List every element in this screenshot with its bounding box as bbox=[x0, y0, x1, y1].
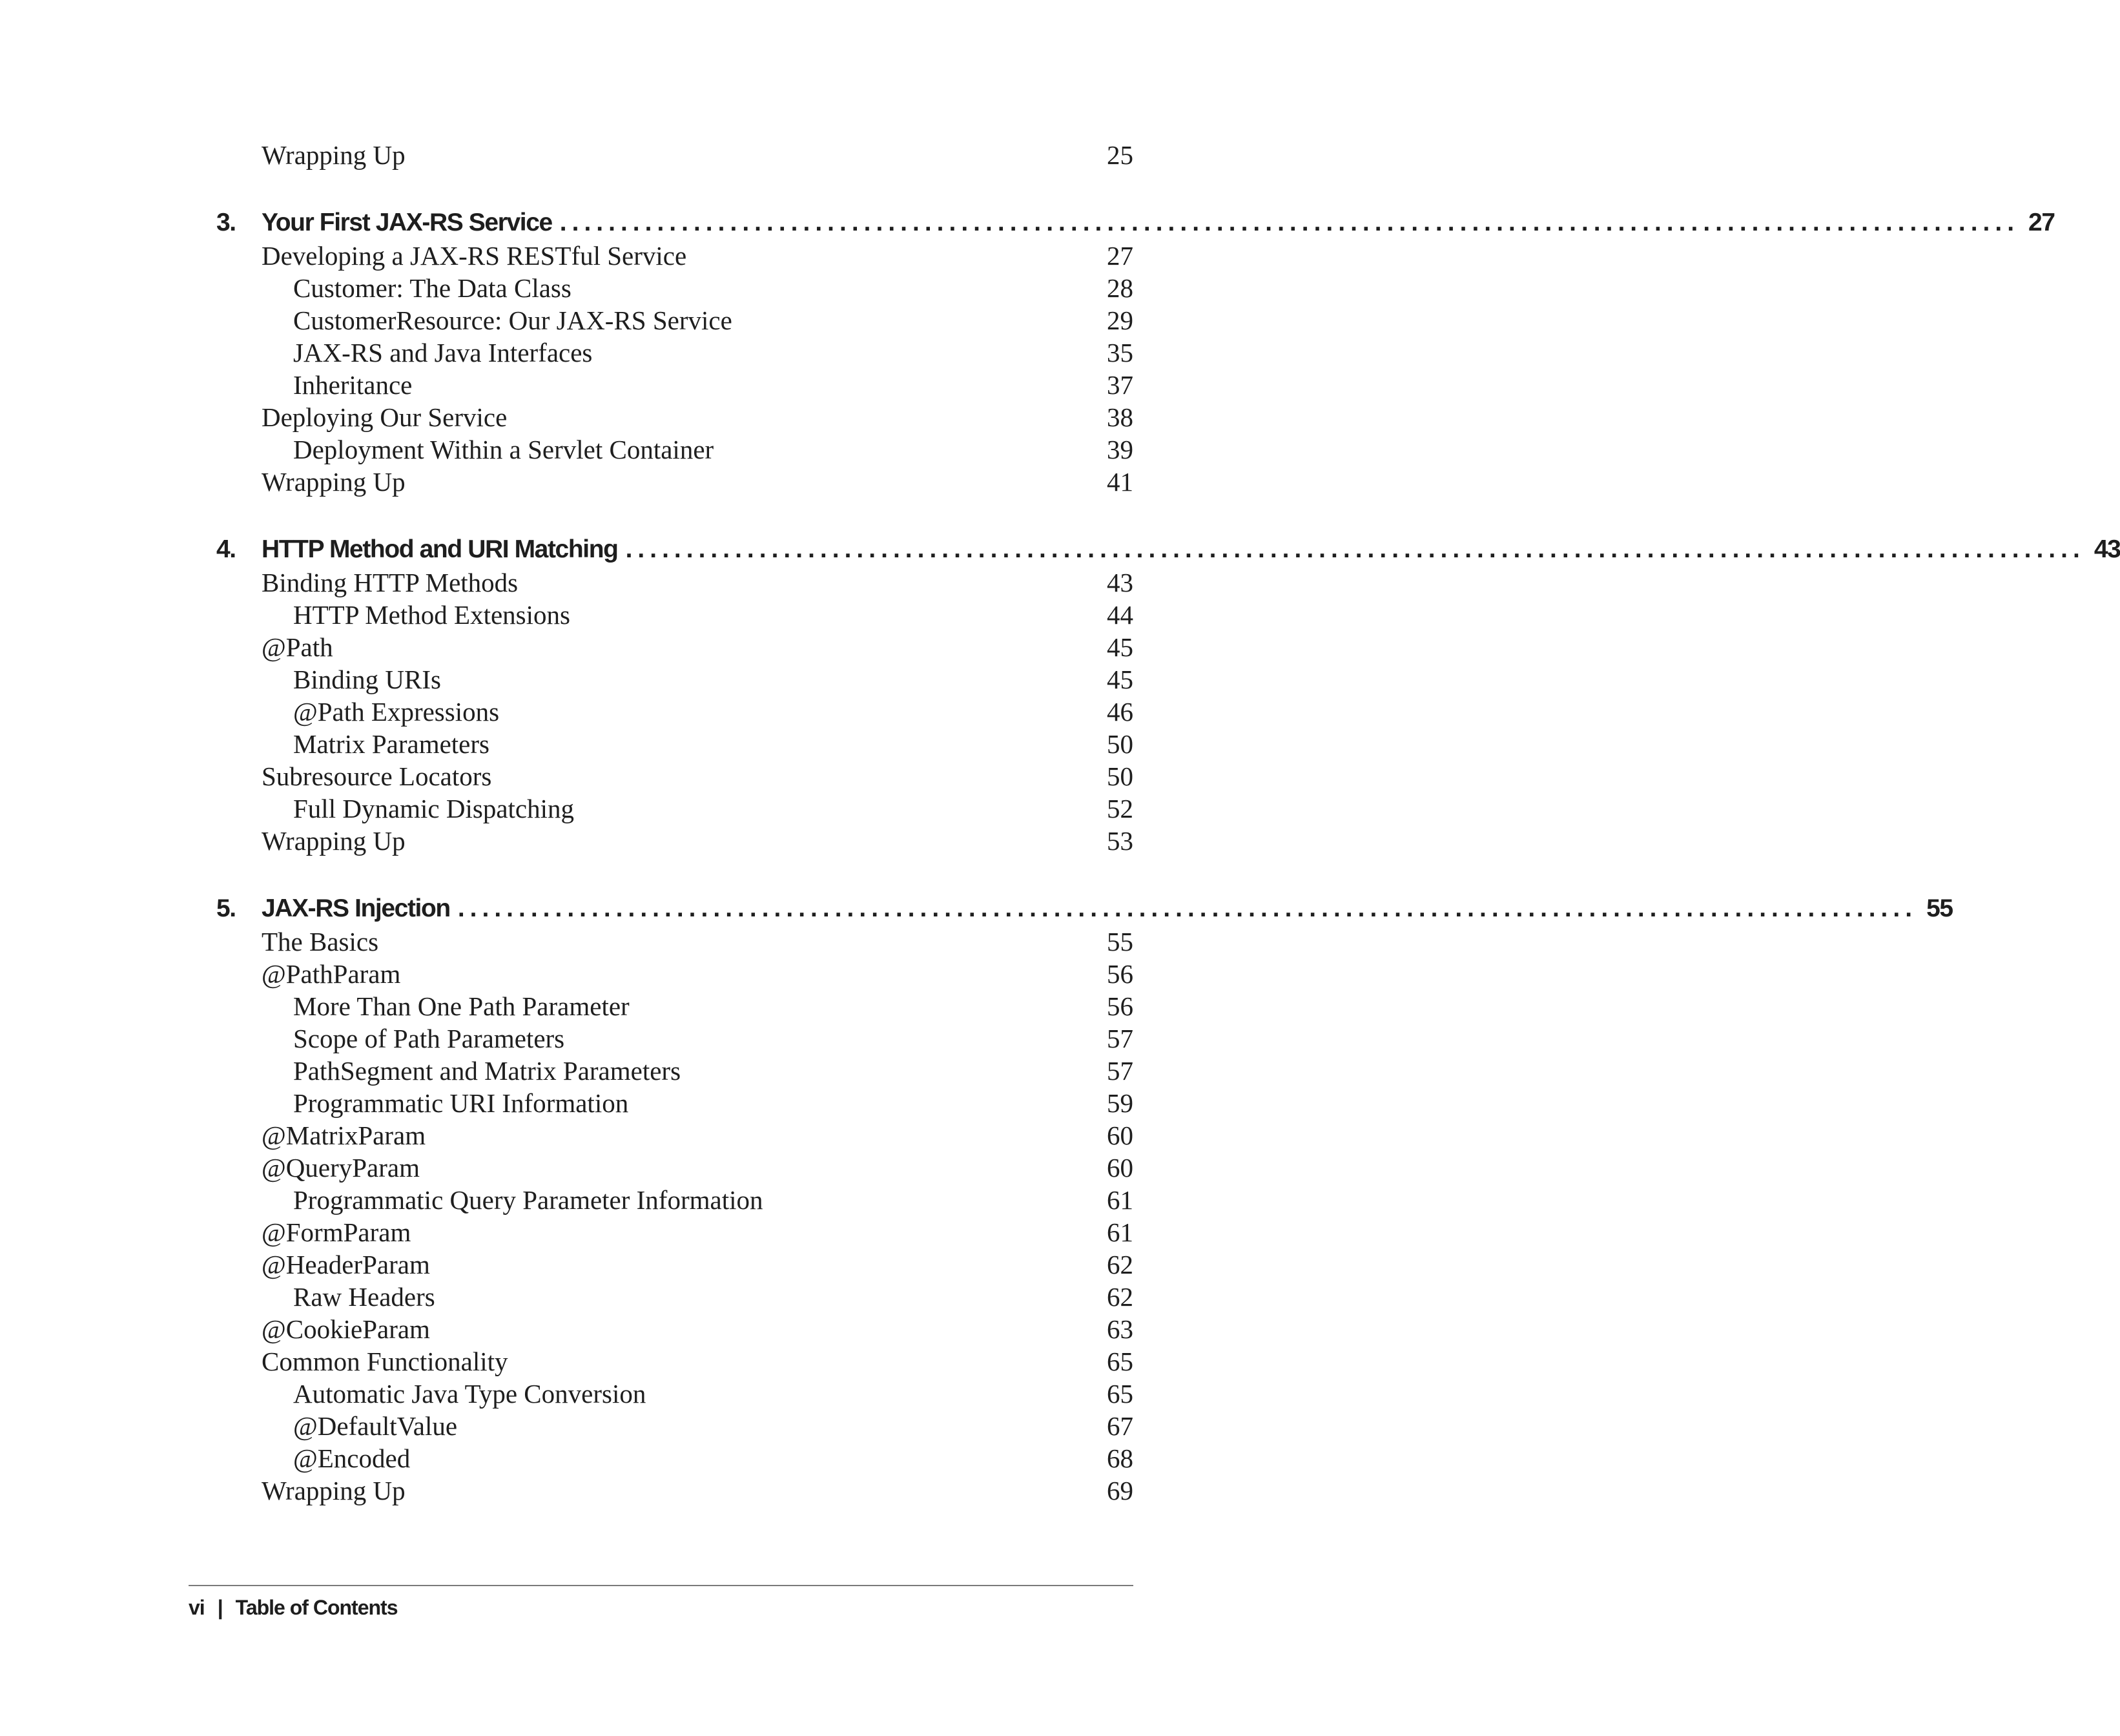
chapter-title: HTTP Method and URI Matching bbox=[262, 535, 618, 563]
chapter-title: JAX-RS Injection bbox=[262, 894, 450, 922]
toc-entry[interactable] bbox=[216, 1313, 1133, 1345]
chapter-number: 5. bbox=[216, 894, 236, 922]
chapter-title-row bbox=[262, 892, 1953, 925]
toc-entry-page: 37 bbox=[1107, 370, 1133, 400]
toc-entry-page: 53 bbox=[1107, 826, 1133, 856]
toc-entry-title: Binding HTTP Methods bbox=[262, 568, 519, 597]
toc-entry-page: 55 bbox=[1107, 927, 1133, 956]
toc-entry-title: More Than One Path Parameter bbox=[293, 991, 630, 1021]
toc-entry-page: 56 bbox=[1107, 991, 1133, 1021]
toc-entry[interactable] bbox=[216, 433, 1133, 466]
chapter-title: Your First JAX-RS Service bbox=[262, 209, 552, 236]
toc-entry-title: Scope of Path Parameters bbox=[293, 1024, 565, 1053]
toc-entry-page: 67 bbox=[1107, 1411, 1133, 1441]
toc-chapters bbox=[216, 206, 2120, 1507]
toc-entry-page: 39 bbox=[1107, 435, 1133, 464]
toc-entry-title: @HeaderParam bbox=[262, 1250, 430, 1279]
toc-entry[interactable] bbox=[216, 1248, 1133, 1281]
toc-entry[interactable] bbox=[216, 272, 1133, 304]
chapter-page: 55 bbox=[1926, 894, 1953, 922]
toc-entry[interactable] bbox=[216, 792, 1133, 825]
toc-entry-page: 38 bbox=[1107, 402, 1133, 432]
toc-entry-page: 57 bbox=[1107, 1024, 1133, 1053]
toc-entry-title: Raw Headers bbox=[293, 1282, 435, 1312]
toc-entry-page: 65 bbox=[1107, 1347, 1133, 1376]
toc-entry-title: @Path Expressions bbox=[293, 697, 500, 727]
toc-entry-title: @PathParam bbox=[262, 959, 401, 989]
chapter-page: 43 bbox=[2094, 535, 2120, 563]
page-footer bbox=[189, 1591, 397, 1624]
chapter-number: 4. bbox=[216, 535, 236, 563]
toc-entry-page: 60 bbox=[1107, 1121, 1133, 1150]
toc-entry-page: 65 bbox=[1107, 1379, 1133, 1409]
toc-entry-title: @Encoded bbox=[293, 1443, 411, 1473]
toc-entry-page: 56 bbox=[1107, 959, 1133, 989]
dot-leader: ........................................................................................................................ bbox=[559, 209, 2020, 236]
toc-entry-page: 57 bbox=[1107, 1056, 1133, 1086]
toc-entry[interactable] bbox=[216, 1184, 1133, 1216]
toc-entry-title: @QueryParam bbox=[262, 1153, 420, 1183]
toc-entry-page: 46 bbox=[1107, 697, 1133, 727]
toc-entry[interactable] bbox=[216, 1410, 1133, 1442]
toc-entry[interactable] bbox=[216, 728, 1133, 760]
toc-entry[interactable] bbox=[216, 958, 1133, 990]
toc-entry[interactable] bbox=[216, 696, 1133, 728]
toc-entry[interactable] bbox=[216, 825, 1133, 857]
toc-entry-title: Binding URIs bbox=[293, 665, 441, 694]
toc-entry-title: Wrapping Up bbox=[262, 826, 406, 856]
toc-entry-title: CustomerResource: Our JAX-RS Service bbox=[293, 305, 732, 335]
toc-entry-title: JAX-RS and Java Interfaces bbox=[293, 338, 593, 367]
toc-entry-page: 52 bbox=[1107, 794, 1133, 823]
toc-entry-title: PathSegment and Matrix Parameters bbox=[293, 1056, 681, 1086]
toc-entry-title: Deployment Within a Servlet Container bbox=[293, 435, 714, 464]
toc-entry-title: @CookieParam bbox=[262, 1314, 430, 1344]
toc-entry-title: @Path bbox=[262, 632, 333, 662]
toc-entry[interactable] bbox=[216, 139, 1133, 171]
toc-entry-page: 62 bbox=[1107, 1250, 1133, 1279]
toc-entry[interactable] bbox=[216, 1087, 1133, 1119]
toc-entry[interactable] bbox=[216, 990, 1133, 1022]
toc-entry-title: Full Dynamic Dispatching bbox=[293, 794, 575, 823]
toc-entry-page: 63 bbox=[1107, 1314, 1133, 1344]
toc-chapter-heading[interactable] bbox=[216, 533, 2120, 566]
toc-entry-page: 50 bbox=[1107, 761, 1133, 791]
toc-entry[interactable] bbox=[216, 760, 1133, 792]
toc-entry[interactable] bbox=[216, 1442, 1133, 1474]
toc-entry[interactable] bbox=[216, 304, 1133, 336]
toc-entry[interactable] bbox=[216, 663, 1133, 696]
toc-entry[interactable] bbox=[216, 566, 1133, 599]
chapter-title-row bbox=[262, 533, 2120, 566]
toc-entry[interactable] bbox=[216, 1378, 1133, 1410]
toc-entry[interactable] bbox=[216, 1152, 1133, 1184]
toc-entry-page: 44 bbox=[1107, 600, 1133, 630]
toc-chapter-heading[interactable] bbox=[216, 206, 2055, 240]
toc-entry-page: 41 bbox=[1107, 467, 1133, 497]
toc-entry-page: 59 bbox=[1107, 1088, 1133, 1118]
chapter-page: 27 bbox=[2028, 209, 2055, 236]
toc-entry-title: Deploying Our Service bbox=[262, 402, 508, 432]
toc-entry-page: 61 bbox=[1107, 1217, 1133, 1247]
footer-separator: | bbox=[217, 1596, 223, 1619]
toc-entry[interactable] bbox=[216, 1216, 1133, 1248]
toc-entry-page: 50 bbox=[1107, 729, 1133, 759]
toc-entry-page: 43 bbox=[1107, 568, 1133, 597]
toc-entry-page: 28 bbox=[1107, 273, 1133, 303]
toc-entry-title: Wrapping Up bbox=[262, 1476, 406, 1505]
toc-entry-title: Programmatic Query Parameter Information bbox=[293, 1185, 763, 1215]
chapter-title-row bbox=[262, 206, 2055, 240]
toc-entry-page: 35 bbox=[1107, 338, 1133, 367]
toc-entry[interactable] bbox=[216, 1119, 1133, 1152]
footer-page-label: vi bbox=[189, 1596, 205, 1619]
toc-entry-title: @MatrixParam bbox=[262, 1121, 426, 1150]
toc-entry-title: Wrapping Up bbox=[262, 467, 406, 497]
toc-entry[interactable] bbox=[216, 1345, 1133, 1378]
toc-entry-page: 69 bbox=[1107, 1476, 1133, 1505]
footer-rule bbox=[189, 1585, 1133, 1586]
chapter-number: 3. bbox=[216, 209, 236, 236]
toc-entry-page: 62 bbox=[1107, 1282, 1133, 1312]
toc-entry-title: @FormParam bbox=[262, 1217, 411, 1247]
toc-entry-title: Developing a JAX-RS RESTful Service bbox=[262, 241, 687, 271]
toc-entry-page: 61 bbox=[1107, 1185, 1133, 1215]
toc-entry-title: The Basics bbox=[262, 927, 379, 956]
toc-entry-title: Inheritance bbox=[293, 370, 413, 400]
toc-entry-title: Programmatic URI Information bbox=[293, 1088, 629, 1118]
toc-entry-page: 68 bbox=[1107, 1443, 1133, 1473]
toc-entry[interactable] bbox=[216, 466, 1133, 498]
toc-entry[interactable] bbox=[216, 369, 1133, 401]
toc-entry-title: Customer: The Data Class bbox=[293, 273, 571, 303]
toc-entry-page: 60 bbox=[1107, 1153, 1133, 1183]
toc-entry[interactable] bbox=[216, 1022, 1133, 1055]
toc-entry-page: 25 bbox=[1107, 140, 1133, 170]
toc-entry-page: 27 bbox=[1107, 241, 1133, 271]
toc-entry[interactable] bbox=[216, 1474, 1133, 1507]
table-of-contents bbox=[216, 139, 2120, 1507]
toc-entry[interactable] bbox=[216, 599, 1133, 631]
toc-chapter-heading[interactable] bbox=[216, 892, 1953, 925]
toc-entry-title: HTTP Method Extensions bbox=[293, 600, 570, 630]
toc-entry-title: Subresource Locators bbox=[262, 761, 492, 791]
toc-entry-title: Matrix Parameters bbox=[293, 729, 489, 759]
toc-entry[interactable] bbox=[216, 925, 1133, 958]
toc-entry[interactable] bbox=[216, 1055, 1133, 1087]
toc-entry[interactable] bbox=[216, 401, 1133, 433]
toc-entry[interactable] bbox=[216, 1281, 1133, 1313]
toc-entry-page: 45 bbox=[1107, 632, 1133, 662]
toc-entry-page: 45 bbox=[1107, 665, 1133, 694]
toc-entry[interactable] bbox=[216, 631, 1133, 663]
toc-entry-title: Wrapping Up bbox=[262, 140, 406, 170]
toc-entry[interactable] bbox=[216, 240, 1133, 272]
footer-section-title: Table of Contents bbox=[235, 1596, 398, 1619]
dot-leader: ........................................................................................................................ bbox=[625, 535, 2085, 563]
toc-entry-title: Common Functionality bbox=[262, 1347, 508, 1376]
toc-entry-title: Automatic Java Type Conversion bbox=[293, 1379, 646, 1409]
toc-entry-page: 29 bbox=[1107, 305, 1133, 335]
toc-entry-title: @DefaultValue bbox=[293, 1411, 458, 1441]
toc-entry[interactable] bbox=[216, 336, 1133, 369]
dot-leader: ........................................................................................................................ bbox=[457, 894, 1918, 922]
